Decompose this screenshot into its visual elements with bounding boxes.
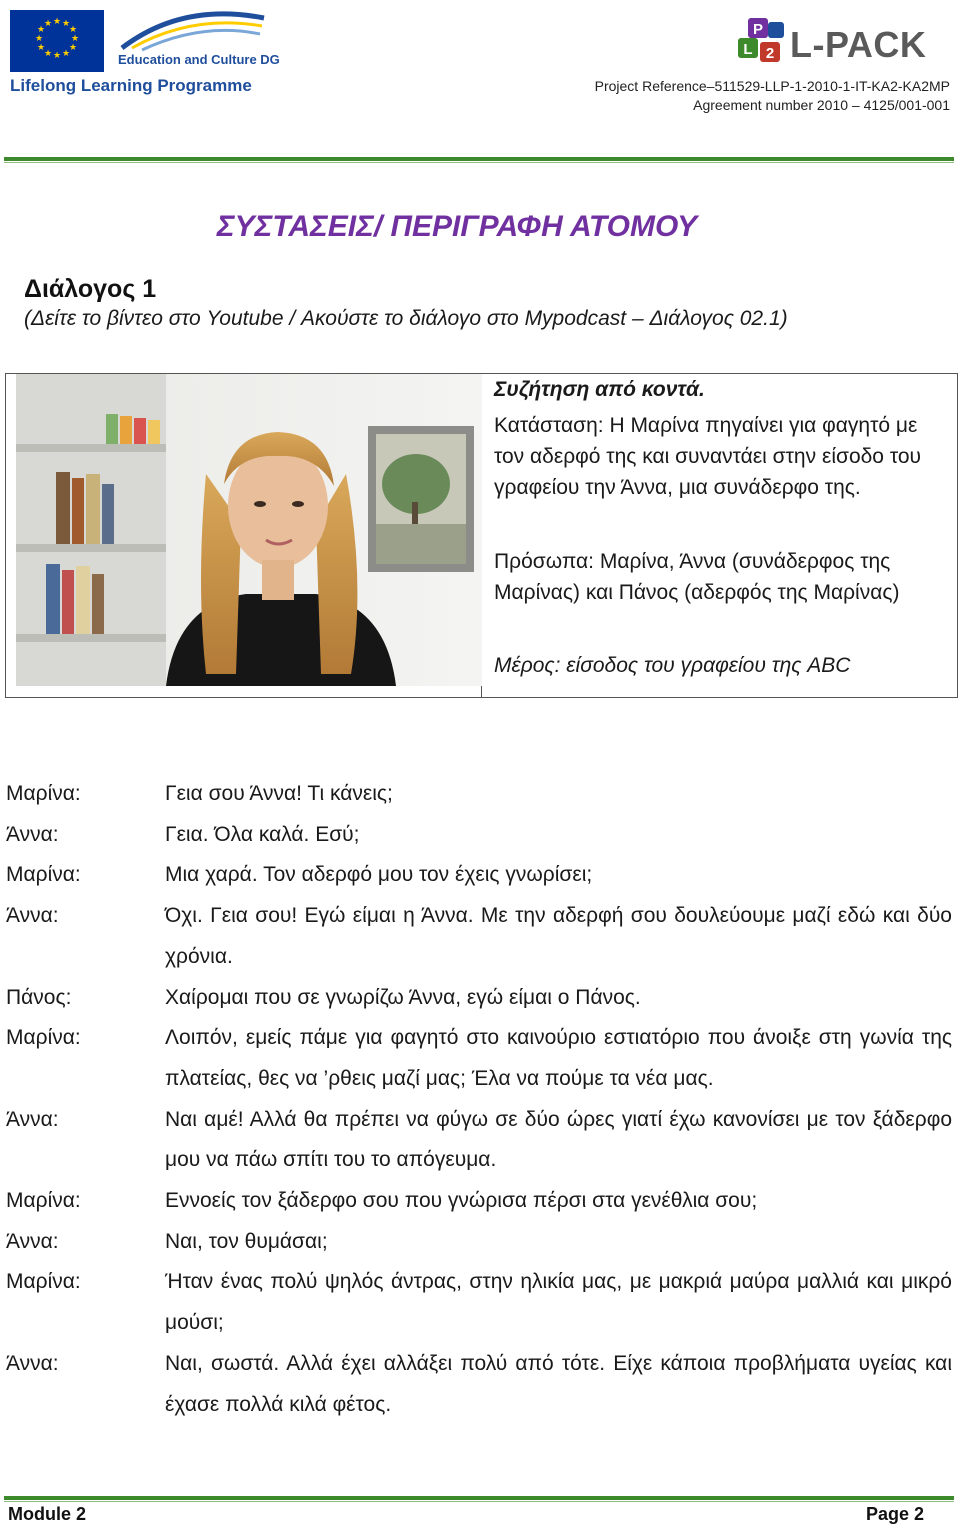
svg-text:L: L <box>743 41 753 58</box>
svg-text:P: P <box>752 21 764 38</box>
utterance-text: Όχι. Γεια σου! Εγώ είμαι η Άννα. Με την αδερφή σου δουλεύουμε μαζί εδώ και δύο χρόνια. <box>165 904 952 968</box>
header-divider-thin <box>4 162 954 163</box>
speaker-label: Μαρίνα: <box>6 782 81 805</box>
dialog-subheading: (Δείτε το βίντεο στο Youtube / Ακούστε το διάλογο στο Mypodcast – Διάλογος 02.1) <box>24 307 788 330</box>
utterance-text: Λοιπόν, εμείς πάμε για φαγητό στο καινούριο εστιατόριο που άνοιξε στη γωνία της πλατείας, θες να ’ρθεις μαζί μας; Έλα να πούμε τα νέα μας. <box>165 1026 952 1090</box>
svg-text:★: ★ <box>70 34 80 44</box>
dialogue-line <box>6 978 952 1019</box>
eu-dg-label: Education and Culture DG <box>118 52 280 67</box>
speaker-label: Άννα: <box>6 1107 59 1131</box>
dialogue-line <box>6 855 952 896</box>
svg-text:★: ★ <box>36 25 46 35</box>
speaker-label: Πάνος: <box>6 985 72 1009</box>
speaker-label: Άννα: <box>6 1351 59 1375</box>
speaker-label: Άννα: <box>6 1229 59 1253</box>
intro-situation: Κατάσταση: Η Μαρίνα πηγαίνει για φαγητό με τον αδερφό της και συναντάει στην είσοδο του γραφείου την Άννα, μια συνάδερφο της. <box>494 414 921 499</box>
speaker-label: Άννα: <box>6 904 59 928</box>
dialogue-transcript <box>6 774 952 1425</box>
eu-stars-icon <box>10 10 104 72</box>
eu-swoosh-logo <box>112 8 272 56</box>
svg-text:★: ★ <box>52 17 62 27</box>
svg-text:★: ★ <box>36 43 46 53</box>
svg-text:★: ★ <box>52 51 62 61</box>
dialogue-line <box>6 1181 952 1222</box>
speaker-label: Μαρίνα: <box>6 1270 81 1294</box>
eu-flag-logo <box>10 10 104 72</box>
dialogue-line <box>6 1262 952 1343</box>
utterance-text: Γεια σου Άννα! Τι κάνεις; <box>165 782 393 805</box>
speaker-label: Άννα: <box>6 822 59 846</box>
svg-text:2: 2 <box>765 45 775 62</box>
dialogue-line <box>6 1344 952 1425</box>
svg-text:★: ★ <box>68 25 78 35</box>
video-still-photo <box>16 374 482 686</box>
project-reference: Project Reference–511529-LLP-1-2010-1-IT-KA2-KA2MP <box>594 78 950 94</box>
dialogue-line <box>6 896 952 977</box>
dialogue-line <box>6 815 952 856</box>
utterance-text: Χαίρομαι που σε γνωρίζω Άννα, εγώ είμαι ο Πάνος. <box>165 985 641 1009</box>
svg-text:★: ★ <box>61 49 71 59</box>
utterance-text: Ήταν ένας πολύ ψηλός άντρας, στην ηλικία μας, με μακριά μαύρα μαλλιά και μικρό μούσι; <box>165 1270 952 1335</box>
footer-page-number: Page 2 <box>865 1504 924 1524</box>
footer-module-label: Module 2 <box>8 1504 87 1524</box>
dialogue-line <box>6 1100 952 1181</box>
eu-programme-label: Lifelong Learning Programme <box>10 76 252 95</box>
svg-text:★: ★ <box>43 49 53 59</box>
svg-text:★: ★ <box>61 19 71 29</box>
svg-text:★: ★ <box>34 34 44 44</box>
footer-divider <box>4 1496 954 1500</box>
utterance-text: Ναι, τον θυμάσαι; <box>165 1229 328 1253</box>
intro-title: Συζήτηση από κοντά. <box>494 378 705 401</box>
utterance-text: Ναι, σωστά. Αλλά έχει αλλάξει πολύ από τότε. Είχε κάποια προβλήματα υγείας και έχασε πολλά κιλά φέτος. <box>165 1351 952 1416</box>
lpack-wordmark: L-PACK <box>790 24 927 65</box>
footer-divider-thin <box>4 1501 954 1502</box>
svg-text:★: ★ <box>68 43 78 53</box>
header-divider <box>4 157 954 161</box>
dialog-heading: Διάλογος 1 <box>24 275 157 303</box>
utterance-text: Εννοείς τον ξάδερφο σου που γνώρισα πέρσι στα γενέθλια σου; <box>165 1189 758 1213</box>
dialogue-line <box>6 774 952 815</box>
speaker-label: Μαρίνα: <box>6 1189 81 1213</box>
speaker-label: Μαρίνα: <box>6 1026 81 1050</box>
dialogue-line <box>6 1018 952 1099</box>
agreement-number: Agreement number 2010 – 4125/001-001 <box>693 97 950 113</box>
intro-place: Μέρος: είσοδος του γραφείου της ABC <box>494 654 851 677</box>
utterance-text: Ναι αμέ! Αλλά θα πρέπει να φύγω σε δύο ώρες γιατί έχω κανονίσει με τον ξάδερφο μου να πάω σπίτι του το απόγευμα. <box>165 1107 952 1172</box>
svg-text:★: ★ <box>43 19 53 29</box>
intro-people: Πρόσωπα: Μαρίνα, Άννα (συνάδερφος της Μαρίνας) και Πάνος (αδερφός της Μαρίνας) <box>494 550 900 604</box>
utterance-text: Γεια. Όλα καλά. Εσύ; <box>165 822 360 846</box>
dialogue-line <box>6 1222 952 1263</box>
speaker-label: Μαρίνα: <box>6 863 81 887</box>
utterance-text: Μια χαρά. Τον αδερφό μου τον έχεις γνωρίσει; <box>165 863 593 887</box>
page-title: ΣΥΣΤΑΣΕΙΣ/ ΠΕΡΙΓΡΑΦΗ ΑΤΟΜΟΥ <box>216 210 698 243</box>
